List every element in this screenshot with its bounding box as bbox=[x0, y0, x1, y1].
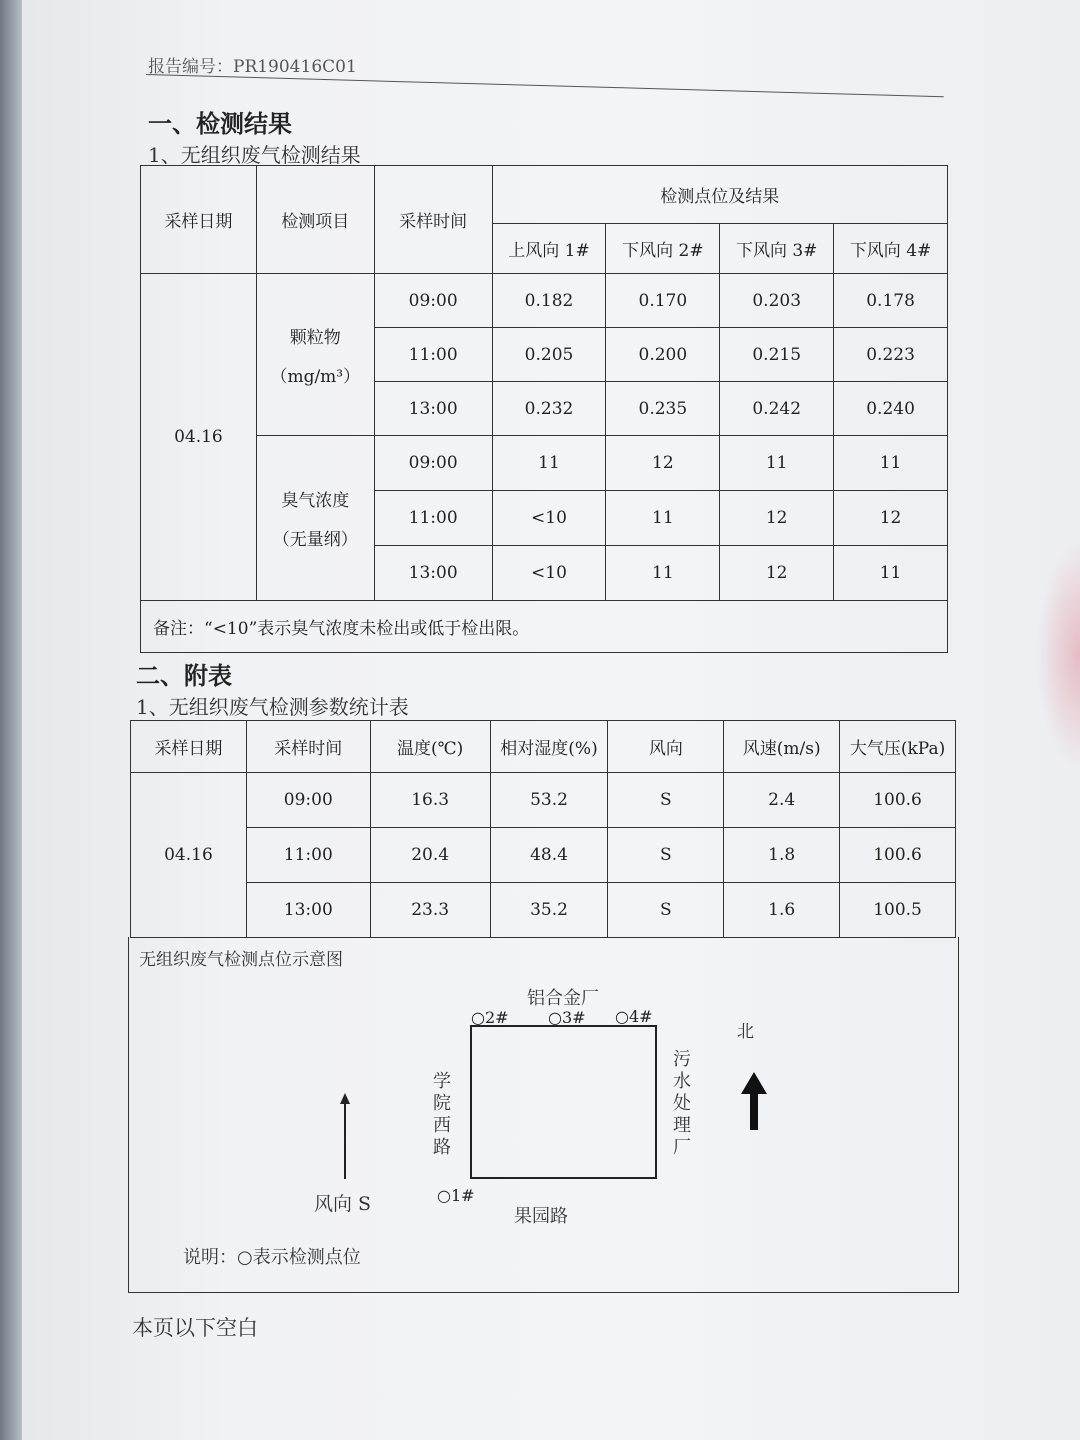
item-odor bbox=[256, 436, 374, 601]
north-arrow-icon bbox=[739, 1070, 769, 1132]
param-cell: 53.2 bbox=[490, 773, 608, 828]
value-cell: 12 bbox=[834, 491, 948, 546]
value-cell: 11 bbox=[606, 546, 720, 601]
col-test-item: 检测项目 bbox=[256, 166, 374, 274]
site-boundary bbox=[470, 1025, 657, 1179]
param-col-pressure: 大气压(kPa) bbox=[840, 721, 956, 773]
diagram-legend: 说明：○表示检测点位 bbox=[183, 1247, 361, 1268]
value-cell: 11 bbox=[834, 546, 948, 601]
east-road-label: 污水处理厂 bbox=[673, 1049, 691, 1158]
value-cell: 0.223 bbox=[834, 328, 948, 382]
wind-direction-label: 风向 S bbox=[314, 1193, 372, 1215]
param-col-humidity: 相对湿度(%) bbox=[490, 721, 608, 773]
note-row bbox=[141, 601, 948, 653]
param-cell: 2.4 bbox=[724, 773, 840, 828]
param-col-wind-speed: 风速(m/s) bbox=[724, 721, 840, 773]
value-cell: 11 bbox=[720, 436, 834, 491]
param-cell: S bbox=[608, 883, 724, 938]
value-cell: 0.215 bbox=[720, 328, 834, 382]
wind-arrow-icon bbox=[335, 1091, 355, 1181]
value-cell: 11 bbox=[492, 436, 606, 491]
report-number: 报告编号：PR190416C01 bbox=[148, 57, 357, 77]
value-cell: 0.178 bbox=[834, 274, 948, 328]
time-cell: 11:00 bbox=[374, 491, 492, 546]
sampling-points-diagram bbox=[128, 937, 959, 1293]
point-header-4: 下风向 4# bbox=[834, 224, 948, 274]
item-unit: （mg/m³） bbox=[270, 366, 361, 387]
value-cell: 0.240 bbox=[834, 382, 948, 436]
param-cell: 13:00 bbox=[246, 883, 370, 938]
param-cell: S bbox=[608, 773, 724, 828]
section2-subtitle: 1、无组织废气检测参数统计表 bbox=[136, 695, 409, 719]
north-road-label: 铝合金厂 bbox=[527, 988, 599, 1009]
time-cell: 13:00 bbox=[374, 382, 492, 436]
param-date-cell: 04.16 bbox=[131, 773, 247, 938]
time-cell: 11:00 bbox=[374, 328, 492, 382]
value-cell: 12 bbox=[720, 546, 834, 601]
section1-title: 一、检测结果 bbox=[148, 110, 292, 138]
param-cell: 35.2 bbox=[490, 883, 608, 938]
value-cell: 0.205 bbox=[492, 328, 606, 382]
param-cell: 100.5 bbox=[840, 883, 956, 938]
value-cell: <10 bbox=[492, 491, 606, 546]
value-cell: 11 bbox=[834, 436, 948, 491]
param-cell: 16.3 bbox=[370, 773, 490, 828]
value-cell: 0.200 bbox=[606, 328, 720, 382]
sampling-date-cell: 04.16 bbox=[141, 274, 257, 601]
point-3-marker: ○3# bbox=[548, 1008, 586, 1027]
point-4-marker: ○4# bbox=[615, 1007, 653, 1026]
point-1-marker: ○1# bbox=[437, 1186, 475, 1205]
value-cell: 0.203 bbox=[720, 274, 834, 328]
value-cell: 12 bbox=[720, 491, 834, 546]
value-cell: 0.182 bbox=[492, 274, 606, 328]
page-edge-shadow bbox=[0, 0, 22, 1440]
param-cell: 1.8 bbox=[724, 828, 840, 883]
section1-subtitle: 1、无组织废气检测结果 bbox=[148, 143, 361, 167]
param-col-date: 采样日期 bbox=[131, 721, 247, 773]
point-header-1: 上风向 1# bbox=[492, 224, 606, 274]
item-particulate bbox=[256, 274, 374, 436]
param-cell: 48.4 bbox=[490, 828, 608, 883]
time-cell: 09:00 bbox=[374, 436, 492, 491]
param-cell: 100.6 bbox=[840, 773, 956, 828]
point-header-2: 下风向 2# bbox=[606, 224, 720, 274]
results-table bbox=[140, 165, 948, 653]
param-col-temp: 温度(℃) bbox=[370, 721, 490, 773]
section2-title: 二、附表 bbox=[136, 662, 232, 690]
value-cell: 0.235 bbox=[606, 382, 720, 436]
param-cell: S bbox=[608, 828, 724, 883]
value-cell: 11 bbox=[606, 491, 720, 546]
table-row bbox=[141, 436, 948, 491]
col-points-results: 检测点位及结果 bbox=[492, 166, 947, 224]
value-cell: 0.170 bbox=[606, 274, 720, 328]
table-row bbox=[131, 883, 956, 938]
col-sampling-time: 采样时间 bbox=[374, 166, 492, 274]
value-cell: <10 bbox=[492, 546, 606, 601]
value-cell: 12 bbox=[606, 436, 720, 491]
item-name: 臭气浓度 bbox=[281, 491, 350, 511]
point-header-3: 下风向 3# bbox=[720, 224, 834, 274]
value-cell: 0.242 bbox=[720, 382, 834, 436]
param-cell: 20.4 bbox=[370, 828, 490, 883]
diagram-title: 无组织废气检测点位示意图 bbox=[139, 950, 343, 970]
param-cell: 100.6 bbox=[840, 828, 956, 883]
item-name: 颗粒物 bbox=[289, 327, 341, 348]
item-unit: （无量纲） bbox=[272, 530, 358, 550]
value-cell: 0.232 bbox=[492, 382, 606, 436]
table-row bbox=[131, 773, 956, 828]
time-cell: 13:00 bbox=[374, 546, 492, 601]
col-sampling-date: 采样日期 bbox=[141, 166, 257, 274]
red-seal-stamp bbox=[1036, 540, 1080, 770]
table-row bbox=[141, 274, 948, 328]
south-road-label: 果园路 bbox=[514, 1206, 568, 1227]
param-cell: 23.3 bbox=[370, 883, 490, 938]
page-end-note: 本页以下空白 bbox=[132, 1316, 258, 1340]
west-road-label: 学院西路 bbox=[433, 1071, 451, 1158]
parameters-table bbox=[130, 720, 956, 938]
north-label: 北 bbox=[737, 1022, 754, 1042]
point-2-marker: ○2# bbox=[471, 1008, 509, 1027]
time-cell: 09:00 bbox=[374, 274, 492, 328]
table-row bbox=[131, 828, 956, 883]
table-note: 备注：“<10”表示臭气浓度未检出或低于检出限。 bbox=[141, 601, 948, 653]
param-cell: 11:00 bbox=[246, 828, 370, 883]
param-cell: 1.6 bbox=[724, 883, 840, 938]
param-col-wind-dir: 风向 bbox=[608, 721, 724, 773]
param-col-time: 采样时间 bbox=[246, 721, 370, 773]
param-cell: 09:00 bbox=[246, 773, 370, 828]
